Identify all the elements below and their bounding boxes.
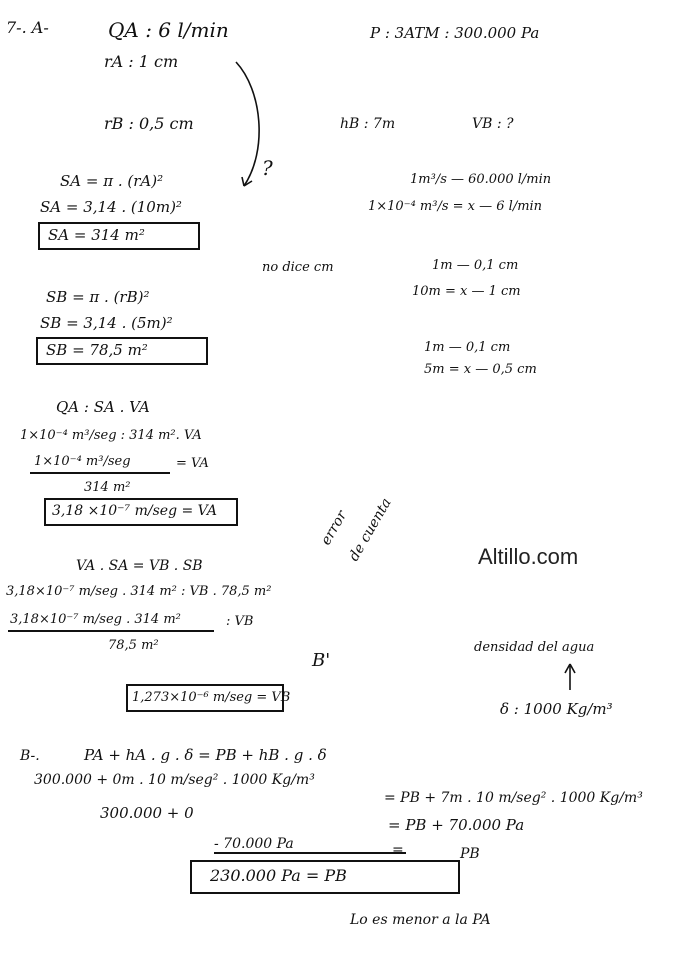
conversion-line-6: 5m = x — 0,5 cm [424,362,537,377]
bernoulli-right-simplified: = PB + 70.000 Pa [388,816,525,834]
continuity-numerator: 3,18×10⁻⁷ m/seg . 314 m² [10,612,181,627]
continuity-substitution: 3,18×10⁻⁷ m/seg . 314 m² : VB . 78,5 m² [6,584,272,599]
area-b-formula: SB = π . (rB)² [46,288,150,306]
velocity-a-result-box [44,498,238,526]
bernoulli-left-substitution: 300.000 + 0m . 10 m/seg² . 1000 Kg/m³ [34,772,315,788]
velocity-b-result: 1,273×10⁻⁶ m/seg = VB [132,690,291,705]
radius-b: rB : 0,5 cm [104,114,194,133]
mark-b: B' [312,650,331,671]
fraction-bar [30,472,170,474]
note-no-se: no dice cm [262,260,334,275]
question-mark: ? [262,156,273,180]
error-note-1: error [318,508,351,548]
density-value: δ : 1000 Kg/m³ [500,700,613,718]
pressure-b-result-box [190,860,460,894]
part-b-label: B-. [20,748,40,764]
flow-rate-a: QA : 6 l/min [108,18,229,42]
velocity-b-result-box [126,684,291,712]
error-note-2: de cuenta [346,495,395,564]
area-b-result-box [36,337,208,365]
conclusion-note: Lo es menor a la PA [350,912,491,928]
continuity-equation: VA . SA = VB . SB [76,558,203,574]
pressure-subtraction-equals: = [392,842,404,858]
area-a-formula: SA = π . (rA)² [60,172,164,190]
area-b-result: SB = 78,5 m² [46,341,148,359]
conversion-line-3: 1m — 0,1 cm [432,258,519,273]
continuity-qa-numerator: 1×10⁻⁴ m³/seg [34,454,131,469]
bernoulli-equation: PA + hA . g . δ = PB + hB . g . δ [84,746,327,764]
area-b-substitution: SB = 3,14 . (5m)² [40,314,173,332]
problem-label: 7-. A- [6,18,49,37]
continuity-denominator: 78,5 m² [108,638,159,653]
conversion-line-2: 1×10⁻⁴ m³/s = x — 6 l/min [368,199,543,214]
conversion-line-1: 1m³/s — 60.000 l/min [410,172,552,187]
continuity-qa-denominator: 314 m² [84,480,131,495]
velocity-a-result: 3,18 ×10⁻⁷ m/seg = VA [52,503,217,519]
pressure-b-symbol: PB [460,846,480,862]
area-a-result-box [38,222,200,250]
density-label: densidad del agua [474,640,595,655]
conversion-line-5: 1m — 0,1 cm [424,340,511,355]
radius-a: rA : 1 cm [104,52,179,71]
area-a-result: SA = 314 m² [48,226,145,244]
velocity-b-unknown: VB : ? [472,116,514,132]
bernoulli-left-simplified: 300.000 + 0 [100,804,194,822]
bernoulli-right-substitution: = PB + 7m . 10 m/seg² . 1000 Kg/m³ [384,790,643,806]
continuity-qa-substitution: 1×10⁻⁴ m³/seg : 314 m². VA [20,428,202,443]
pressure-subtraction: - 70.000 Pa [214,836,294,852]
watermark: Altillo.com [478,544,579,569]
height-b: hB : 7m [340,116,396,132]
fraction-bar-2 [8,630,214,632]
continuity-qa-formula: QA : SA . VA [56,398,150,416]
pressure-b-result: 230.000 Pa = PB [210,866,347,885]
pressure-given: P : 3ATM : 300.000 Pa [370,24,540,42]
subtraction-line [214,852,406,854]
continuity-equals-vb: : VB [226,614,254,629]
continuity-qa-equals: = VA [176,456,209,471]
conversion-line-4: 10m = x — 1 cm [412,284,521,299]
area-a-substitution: SA = 3,14 . (10m)² [40,198,182,216]
